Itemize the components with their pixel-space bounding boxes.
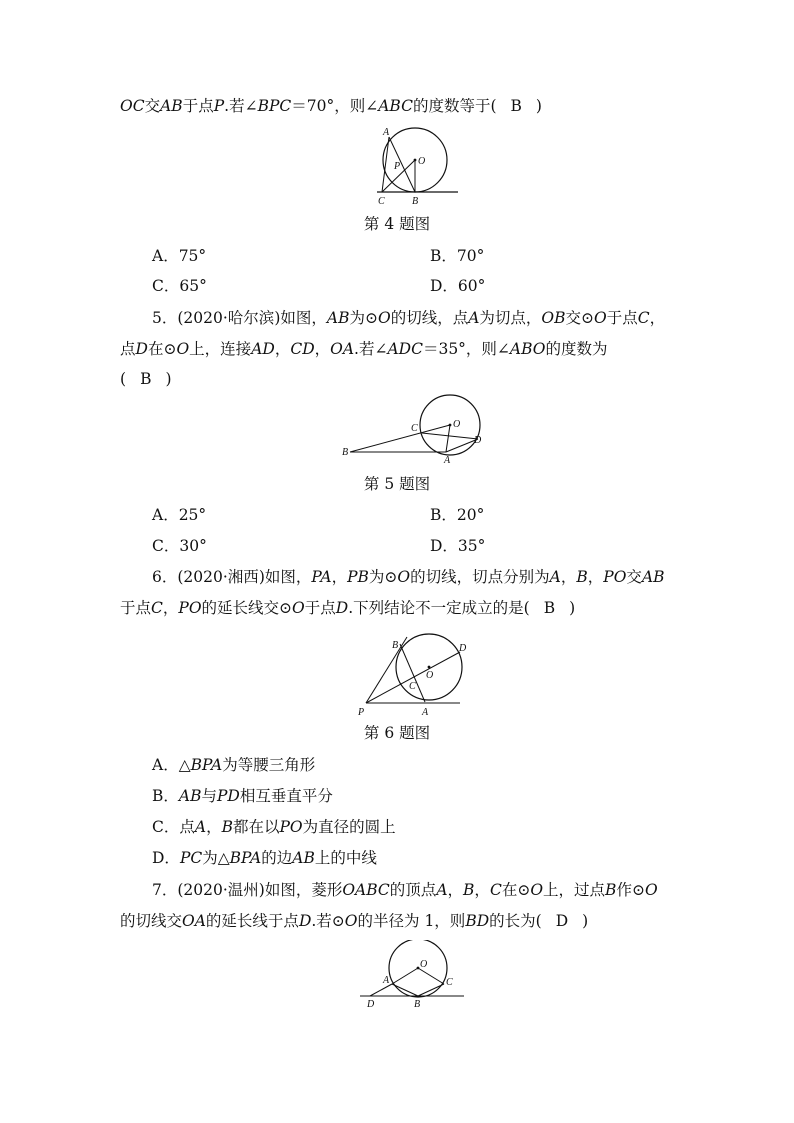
q7-part: A (436, 881, 448, 899)
q7-part: D (298, 912, 312, 930)
q6-label: B (392, 640, 399, 651)
q6-answer: B (543, 599, 556, 617)
q4-stem-part: 于点 (182, 97, 214, 115)
q4-stem-part: ABC (378, 97, 413, 115)
q7-part: O (344, 912, 358, 930)
q7-label: B (414, 999, 421, 1010)
q6-opt-part: 为等腰三角形 (222, 756, 316, 774)
q7-label: D (367, 999, 375, 1010)
q6-part: ， (331, 568, 348, 586)
q5-part: ， (274, 340, 291, 358)
q7-part: O (644, 881, 658, 899)
q5-part: OA (330, 340, 355, 358)
q6-opt-part: AB (178, 787, 202, 805)
q5-label: C (411, 423, 418, 434)
q7-part: 的延长线于点 (205, 912, 299, 930)
q5-caption: 第 5 题图 (363, 475, 431, 493)
q6-label: C (409, 681, 416, 692)
q4-caption: 第 4 题图 (363, 215, 431, 233)
q6-part: B (576, 568, 588, 586)
q7-stem-line2 (120, 911, 588, 931)
q5-label: A (444, 455, 451, 466)
q7-part: 的顶点 (389, 881, 437, 899)
q7-part: B (463, 881, 475, 899)
q4-stem-part: ) (535, 97, 542, 115)
q4-option-b: B．70° (430, 247, 485, 265)
q6-opt-part: A (194, 818, 207, 836)
q4-label: O (418, 156, 426, 167)
q6-part: A (549, 568, 561, 586)
q6-opt-part: A．△ (152, 756, 191, 774)
q5-option-b: B．20° (430, 506, 485, 524)
q6-label: A (422, 707, 429, 718)
q6-opt-part: 上的中线 (314, 849, 377, 867)
q7-part: 在⊙ (501, 881, 531, 899)
q7-answer: D (555, 912, 569, 930)
q6-opt-part: 为直径的圆上 (302, 818, 396, 836)
q7-part: 的半径为 1，则 (357, 912, 466, 930)
q7-part: 上，过点 (543, 881, 606, 899)
q6-opt-part: PD (217, 787, 240, 805)
q7-part: 7．(2020·温州)如图，菱形 (152, 881, 343, 899)
q5-label: O (453, 419, 461, 430)
q6-label: O (426, 670, 434, 681)
q5-part: ， (314, 340, 331, 358)
q4-figure (372, 124, 462, 206)
q6-part: ) (569, 599, 576, 617)
q5-part: 的切线，点 (390, 309, 469, 327)
q5-stem-line2 (120, 339, 608, 359)
q7-part: ， (447, 881, 464, 899)
q5-stem-line1 (152, 308, 665, 328)
q4-stem-part: 的度数等于( (412, 97, 497, 115)
q5-part: OB (541, 309, 566, 327)
q6-part: ， (587, 568, 604, 586)
q6-opt-part: PO (279, 818, 303, 836)
q7-label: O (420, 959, 428, 970)
q5-part: ， (649, 309, 666, 327)
q4-stem-part: ＝70°，则∠ (291, 97, 379, 115)
q7-part: B (605, 881, 617, 899)
q4-label: B (412, 196, 419, 206)
q4-stem-part: 交 (144, 97, 161, 115)
q6-part: 为⊙ (368, 568, 398, 586)
q5-label: D (474, 435, 482, 446)
q5-part: 于点 (606, 309, 638, 327)
q6-opt-part: AB (292, 849, 315, 867)
q5-part: )如图， (274, 309, 327, 327)
q4-stem-part: P (213, 97, 225, 115)
q5-option-d: D．35° (430, 537, 486, 555)
q5-part: O (176, 340, 190, 358)
q5-part: ( (120, 370, 127, 388)
q6-opt-part: 的边 (261, 849, 293, 867)
q4-answer: B (510, 97, 522, 115)
q5-part: AD (251, 340, 275, 358)
q6-part: ， (560, 568, 577, 586)
q7-part: 的切线交 (120, 912, 183, 930)
q7-figure (356, 940, 468, 1010)
q6-part: 的延长线交⊙ (201, 599, 293, 617)
q6-opt-part: B． (152, 787, 179, 805)
q7-part: .若⊙ (311, 912, 345, 930)
q6-option-a (152, 755, 315, 775)
q5-part: O (594, 309, 607, 327)
q6-label: D (459, 643, 467, 654)
q5-figure (338, 393, 490, 467)
q6-stem-line1 (152, 567, 665, 587)
q6-opt-part: 与 (201, 787, 217, 805)
q6-opt-part: D． (152, 849, 180, 867)
q6-opt-part: C．点 (152, 818, 195, 836)
q6-part: 交 (626, 568, 642, 586)
q6-opt-part: 为△ (202, 849, 230, 867)
q6-part: O (397, 568, 411, 586)
q4-label: P (394, 161, 401, 172)
q7-part: 作⊙ (616, 881, 645, 899)
q6-part: C (151, 599, 163, 617)
q6-part: 于点 (304, 599, 336, 617)
q6-part: )如图， (258, 568, 312, 586)
q4-stem-part: OC (120, 97, 145, 115)
q6-opt-part: PC (179, 849, 203, 867)
q7-part: C (489, 881, 502, 899)
q7-part: OABC (342, 881, 390, 899)
q7-label: A (383, 975, 390, 986)
q5-part: ＝35°，则∠ (422, 340, 510, 358)
q6-part: .下列结论不一定成立的是( (348, 599, 530, 617)
q7-part: ) (582, 912, 589, 930)
q6-stem-line2 (120, 598, 575, 618)
q7-part: OA (182, 912, 206, 930)
q5-label: B (342, 447, 349, 458)
q5-part: 交⊙ (565, 309, 595, 327)
q6-option-d (152, 848, 377, 868)
q7-part: 的长为( (489, 912, 542, 930)
q6-part: 湘西 (227, 568, 259, 586)
q5-option-c: C．30° (152, 537, 207, 555)
q5-part: 5．(2020· (152, 309, 228, 327)
q6-label: P (358, 707, 365, 718)
q6-opt-part: BPA (190, 756, 223, 774)
q5-answer: B (140, 370, 152, 388)
q4-stem-part: .若∠ (224, 97, 258, 115)
q5-part: 的度数为 (545, 340, 608, 358)
q6-part: PB (347, 568, 369, 586)
q5-part: A (468, 309, 480, 327)
q6-opt-part: 都在以 (232, 818, 280, 836)
q6-option-c (152, 817, 396, 837)
q4-stem-part: AB (160, 97, 183, 115)
q6-part: PO (178, 599, 202, 617)
q4-stem (120, 96, 542, 116)
q4-option-d: D．60° (430, 277, 486, 295)
q6-part: 的切线，切点分别为 (410, 568, 550, 586)
q6-part: PA (311, 568, 332, 586)
q6-opt-part: B (221, 818, 233, 836)
q5-part: AB (326, 309, 350, 327)
q6-part: O (292, 599, 305, 617)
q5-part: 为⊙ (349, 309, 378, 327)
q6-part: 6．(2020· (152, 568, 228, 586)
q5-option-a: A．25° (152, 506, 207, 524)
q6-part: AB (641, 568, 665, 586)
q5-part: 点 (120, 340, 136, 358)
q6-opt-part: BPA (229, 849, 262, 867)
q7-part: ， (474, 881, 490, 899)
q4-option-a: A．75° (152, 247, 207, 265)
q5-part: .若∠ (354, 340, 388, 358)
q6-part: 于点 (120, 599, 152, 617)
q7-stem-line1 (152, 880, 658, 900)
q4-label: C (378, 196, 385, 206)
q7-part: O (530, 881, 544, 899)
q6-part: PO (603, 568, 627, 586)
q5-part: 哈尔滨 (227, 309, 275, 327)
q5-part: ) (165, 370, 172, 388)
q6-option-b (152, 786, 333, 806)
q6-part: D (335, 599, 349, 617)
q5-stem-line3 (120, 369, 172, 389)
q5-part: C (637, 309, 650, 327)
q4-option-c: C．65° (152, 277, 207, 295)
q6-figure (352, 632, 472, 718)
q5-part: 上，连接 (189, 340, 252, 358)
q7-label: C (446, 977, 453, 988)
q6-caption: 第 6 题图 (363, 724, 431, 742)
q5-part: 在⊙ (147, 340, 177, 358)
q5-part: CD (290, 340, 315, 358)
q5-part: 为切点， (479, 309, 542, 327)
q4-stem-part: BPC (257, 97, 292, 115)
q6-part: ， (162, 599, 179, 617)
q6-opt-part: ， (206, 818, 222, 836)
q5-part: ADC (387, 340, 423, 358)
q6-opt-part: 相互垂直平分 (239, 787, 333, 805)
q7-part: BD (465, 912, 490, 930)
q4-label: A (383, 127, 390, 138)
q5-part: O (377, 309, 391, 327)
q5-part: ABO (509, 340, 546, 358)
q5-part: D (135, 340, 148, 358)
